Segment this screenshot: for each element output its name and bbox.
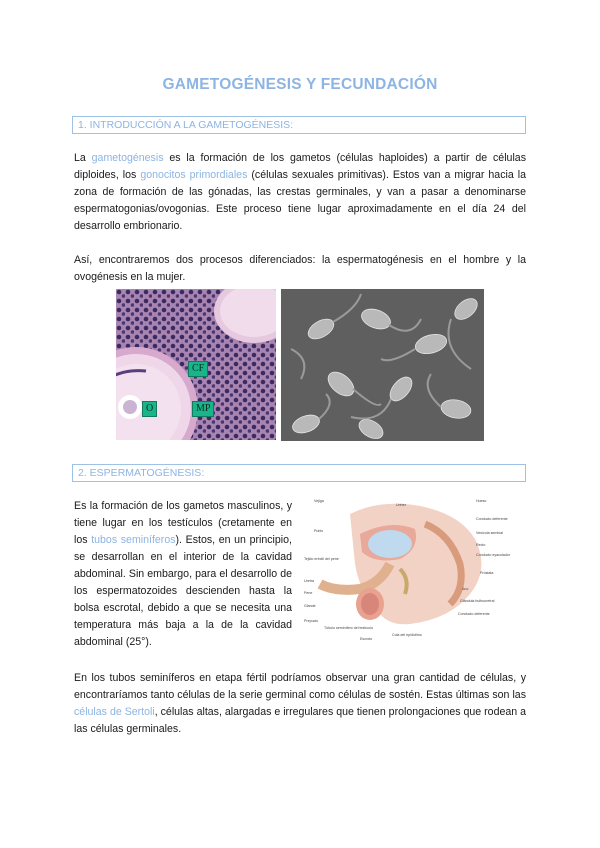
anat-label-conducto-deferente-2: Conducto deferente [458,612,490,616]
anat-label-recto: Recto [476,543,486,547]
anat-label-tejido-erectil: Tejido eréctil del pene [304,557,339,561]
text-run: Es la formación de los gametos masculinos, y tiene lugar en los testículos (cretamente en los [74,500,292,546]
sperm-microscopy-image [281,289,484,441]
intro-paragraph [74,150,526,235]
text-run: , células altas, alargadas e irregulares que tienen prolongaciones que rodean a las células germinales. [74,706,526,735]
anat-label-ureter: Uréter [396,503,406,507]
anat-label-cola-epididimo: Cola del epidídimo [392,633,422,637]
anat-label-ano: Ano [462,587,469,591]
anat-label-glande: Glande [304,604,316,608]
anat-label-prepucio: Prepucio [304,619,319,623]
text-run: En los tubos seminíferos en etapa fértil podríamos observar una gran cantidad de células, y encontraríamos tanto células de la serie germinal como células de sostén. Estas últimas son las [74,672,526,701]
term-celulas-sertoli: células de Sertoli [74,706,155,718]
anat-label-prostata: Próstata [480,571,494,575]
term-gonocitos-primordiales: gonocitos primordiales [140,169,248,181]
text-run: (células sexuales primitivas). Estos van a migrar hacia la zona de formación de las gónadas, las crestas germinales, y van a pasar a denominarse espermatogonias/ovogonias. Este proceso tiene lugar aproximadamente en el día 24 del desarrollo embrionario. [74,169,526,232]
anat-label-tubulo-seminifero: Túbulo seminífero del testículo [324,626,373,630]
histology-image [116,289,276,440]
section-heading-introduccion: 1. INTRODUCCIÓN A LA GAMETOGÉNESIS: [72,116,526,134]
male-reproductive-anatomy-image [300,494,526,644]
section-heading-espermatogenesis: 2. ESPERMATOGÉNESIS: [72,464,526,482]
anatomy-illustration [300,494,526,644]
anat-label-uretra: Uretra [304,579,314,583]
text-run: es la formación de los gametos (células haploides) a partir de células diploides, los [74,152,526,181]
page-title: GAMETOGÉNESIS Y FECUNDACIÓN [162,76,438,93]
tubos-paragraph [74,670,526,738]
label-o: O [142,401,157,417]
sperm-illustration [281,289,484,441]
text-run: La [74,152,92,164]
anat-label-conducto-deferente: Conducto deferente [476,517,508,521]
processes-paragraph: Así, encontraremos dos procesos diferenciados: la espermatogénesis en el hombre y la ovogénesis en la mujer. [74,254,526,283]
term-tubos-seminiferos: tubos seminíferos [91,534,176,546]
label-ce: CF [188,361,208,377]
espermatogenesis-paragraph [74,498,292,651]
anat-label-vesicula-seminal: Vesícula seminal [476,531,503,535]
anat-label-pene: Pene [304,591,313,595]
anat-label-vejiga: Vejiga [314,499,324,503]
anat-label-glandula-bulbouretral: Glándula bulbouretral [460,599,495,603]
anat-label-hueso: Hueso [476,499,487,503]
label-mp: MP [192,401,214,417]
anat-label-conducto-eyaculador: Conducto eyaculador [476,553,510,557]
anat-label-escroto: Escroto [360,637,373,641]
text-run: ). Estos, en un principio, se desarrollan en el interior de la cavidad abdominal. Sin embargo, para el desarrollo de los espermatozoides descienden hasta la bolsa escrotal, debido a que se necesita una temperatura más baja a la de la cavidad abdominal (25°). [74,534,292,648]
term-gametogenesis: gametogénesis [91,152,164,164]
anat-label-pubis: Pubis [314,529,323,533]
